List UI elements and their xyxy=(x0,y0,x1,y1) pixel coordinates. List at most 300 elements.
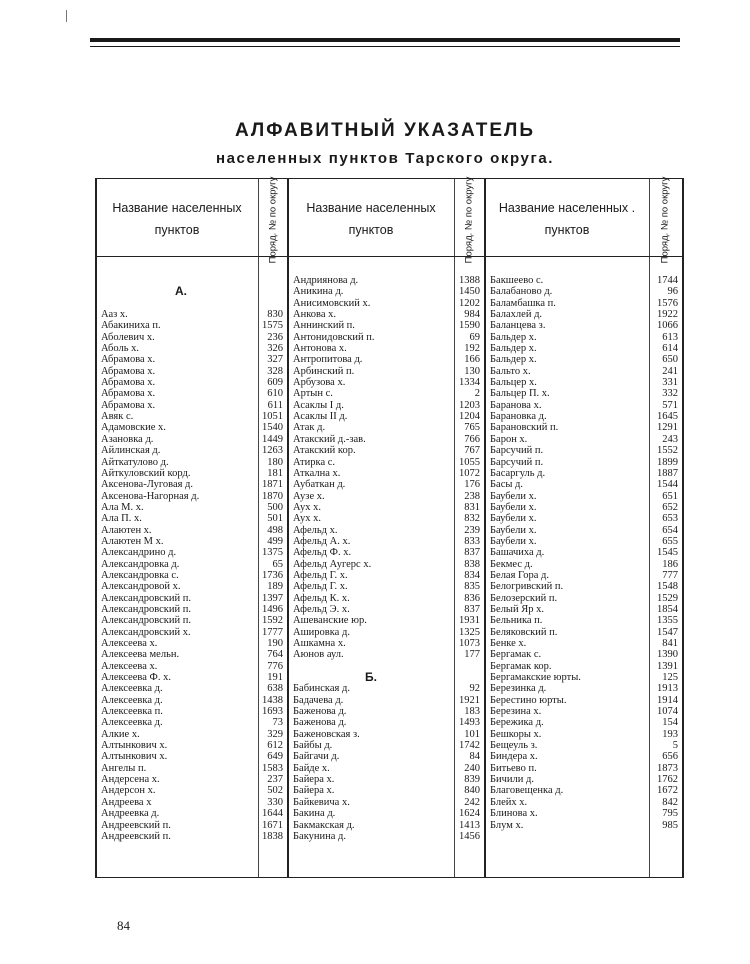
index-entry xyxy=(95,320,285,331)
index-entry xyxy=(287,366,482,377)
entry-name: Александровка с. xyxy=(101,569,179,581)
entry-number: 649 xyxy=(267,751,283,763)
entry-number: 1583 xyxy=(262,762,283,774)
entry-name: Баланцева з. xyxy=(490,320,546,332)
entry-name: Бакунина д. xyxy=(293,830,347,842)
entry-name: Абрамова х. xyxy=(101,365,156,377)
index-entry xyxy=(95,706,285,717)
entry-name: Александровка д. xyxy=(101,558,180,570)
index-entry xyxy=(287,649,482,660)
entry-number: 1899 xyxy=(657,456,678,468)
index-entry xyxy=(95,559,285,570)
index-entry xyxy=(287,683,482,694)
index-entry xyxy=(484,320,680,331)
index-entry xyxy=(287,717,482,728)
entry-number: 1066 xyxy=(657,320,678,332)
header-name-3: Название населенных . пунктов xyxy=(498,201,636,237)
entry-name: Ашеванские юр. xyxy=(293,615,367,627)
entry-number: 835 xyxy=(464,581,480,593)
entry-name: Алтынкович х. xyxy=(101,740,168,752)
entry-name: Байера х. xyxy=(293,785,335,797)
index-entry xyxy=(287,751,482,762)
entry-number: 1575 xyxy=(262,320,283,332)
entry-number: 1355 xyxy=(657,615,678,627)
entry-number: 332 xyxy=(662,388,678,400)
entry-number: 1871 xyxy=(262,479,283,491)
index-entry xyxy=(484,774,680,785)
entry-number: 125 xyxy=(662,672,678,684)
entry-name: Бакшеево с. xyxy=(490,275,544,286)
entry-name: Аболь х. xyxy=(101,343,140,355)
entry-name: Ааз х. xyxy=(101,309,128,321)
index-entry xyxy=(484,593,680,604)
index-entry xyxy=(95,627,285,638)
entry-name: Бальдер х. xyxy=(490,354,537,366)
entry-name: Баубели х. xyxy=(490,501,537,513)
entry-name: Благовещенка д. xyxy=(490,785,564,797)
entry-name: Антонидовский п. xyxy=(293,331,375,343)
entry-name: Александровский х. xyxy=(101,626,191,638)
index-entry xyxy=(95,751,285,762)
entry-name: Бабинская д. xyxy=(293,683,350,695)
entry-name: Баженовская з. xyxy=(293,728,360,740)
entry-name: Блум х. xyxy=(490,819,524,831)
header-separator xyxy=(95,256,684,257)
index-entry xyxy=(95,604,285,615)
index-entry xyxy=(484,729,680,740)
entry-name: Барановка д. xyxy=(490,411,547,423)
entry-name: Березина х. xyxy=(490,706,542,718)
entry-name: Андреевский п. xyxy=(101,819,171,831)
entry-number: 1291 xyxy=(657,422,678,434)
index-entry xyxy=(95,593,285,604)
entry-name: Алексеевка д. xyxy=(101,717,163,729)
entry-name: Басаргуль д. xyxy=(490,467,546,479)
index-entry xyxy=(484,695,680,706)
index-entry xyxy=(484,343,680,354)
entry-name: Ала М. х. xyxy=(101,501,144,513)
entry-name: Андерсон х. xyxy=(101,785,156,797)
index-entry xyxy=(484,275,680,286)
index-entry xyxy=(95,695,285,706)
entry-number: 1204 xyxy=(459,411,480,423)
index-entry xyxy=(95,275,285,286)
entry-name: Бальдер х. xyxy=(490,331,537,343)
entry-name: Атирка с. xyxy=(293,456,336,468)
entry-name: Алексеева мельн. xyxy=(101,649,180,661)
entry-name: Баубели х. xyxy=(490,535,537,547)
entry-number: 651 xyxy=(662,490,678,502)
index-entry xyxy=(484,717,680,728)
index-entry xyxy=(95,457,285,468)
entry-name: Алексеевка д. xyxy=(101,683,163,695)
index-entry xyxy=(95,366,285,377)
entry-name: Бальто х. xyxy=(490,365,531,377)
entry-name: Артын с. xyxy=(293,388,333,400)
entry-number: 654 xyxy=(662,524,678,536)
entry-number: 1203 xyxy=(459,399,480,411)
entry-name: Антропитова д. xyxy=(293,354,363,366)
index-entry xyxy=(95,581,285,592)
entry-name: Андреева х xyxy=(101,796,152,808)
entry-number: 1672 xyxy=(657,785,678,797)
entry-number: 331 xyxy=(662,377,678,389)
index-entry xyxy=(95,445,285,456)
entry-name: Баубели х. xyxy=(490,524,537,536)
entry-number: 189 xyxy=(267,581,283,593)
entry-name: Асаклы I д. xyxy=(293,399,344,411)
index-entry xyxy=(287,638,482,649)
entry-name: Аюнов аул. xyxy=(293,649,344,661)
index-entry xyxy=(95,434,285,445)
entry-number: 238 xyxy=(464,490,480,502)
index-entry xyxy=(287,525,482,536)
entry-number: 1645 xyxy=(657,411,678,423)
entry-number: 839 xyxy=(464,774,480,786)
header-number-3: Поряд. № по округу xyxy=(659,176,671,264)
index-entry xyxy=(484,388,680,399)
entry-number: 1744 xyxy=(657,275,678,286)
entry-number: 1671 xyxy=(262,819,283,831)
entry-name: Алтынкович х. xyxy=(101,751,168,763)
index-entry xyxy=(95,615,285,626)
entry-number: 1544 xyxy=(657,479,678,491)
index-entry xyxy=(287,422,482,433)
entry-number: 1072 xyxy=(459,467,480,479)
index-entry xyxy=(287,581,482,592)
index-entry xyxy=(484,468,680,479)
index-entry xyxy=(287,706,482,717)
entry-name: Айлинская д. xyxy=(101,445,161,457)
entry-number: 1390 xyxy=(657,649,678,661)
entry-number: 1074 xyxy=(657,706,678,718)
index-entry xyxy=(484,763,680,774)
index-entry xyxy=(95,332,285,343)
index-entry xyxy=(287,547,482,558)
entry-name: Асаклы II д. xyxy=(293,411,348,423)
entry-name: Байера х. xyxy=(293,774,335,786)
entry-number: 652 xyxy=(662,501,678,513)
header-name-2: Название населенных пунктов xyxy=(306,201,436,237)
entry-name: Алексеевка п. xyxy=(101,706,163,718)
index-entry xyxy=(484,661,680,672)
entry-name: Б. xyxy=(365,670,377,685)
entry-number: 130 xyxy=(464,365,480,377)
entry-number: 193 xyxy=(662,728,678,740)
entry-name: Аникина д. xyxy=(293,286,344,298)
entry-name: Бергамакские юрты. xyxy=(490,672,581,684)
entry-number: 611 xyxy=(267,399,283,411)
entry-name: Азановка д. xyxy=(101,433,154,445)
index-entry xyxy=(287,468,482,479)
entry-number: 239 xyxy=(464,524,480,536)
entry-number: 1540 xyxy=(262,422,283,434)
entry-name: Байде х. xyxy=(293,762,330,774)
entry-number: 1438 xyxy=(262,694,283,706)
index-entry xyxy=(287,434,482,445)
entry-name: Битьево п. xyxy=(490,762,537,774)
entry-number: 166 xyxy=(464,354,480,366)
entry-name: Башачиха д. xyxy=(490,547,545,559)
index-entry xyxy=(95,411,285,422)
letter-heading xyxy=(287,672,482,683)
entry-number: 767 xyxy=(464,445,480,457)
index-entry xyxy=(484,286,680,297)
entry-number: 1456 xyxy=(459,830,480,842)
entry-number: 1263 xyxy=(262,445,283,457)
index-entry xyxy=(287,729,482,740)
entry-name: Адамовские х. xyxy=(101,422,166,434)
entry-name: Афельд Ф. х. xyxy=(293,547,352,559)
entry-number: 1870 xyxy=(262,490,283,502)
entry-name: Алкие х. xyxy=(101,728,140,740)
entry-name: Аксенова-Луговая д. xyxy=(101,479,194,491)
index-entry xyxy=(287,502,482,513)
entry-name: Андерсена х. xyxy=(101,774,160,786)
entry-name: Айткуловский корд. xyxy=(101,467,191,479)
entry-name: Баубели х. xyxy=(490,490,537,502)
entry-name: Бещеуль з. xyxy=(490,740,538,752)
entry-name: Айткатулово д. xyxy=(101,456,169,468)
entry-name: Байкевича х. xyxy=(293,796,350,808)
entry-name: Бальцер х. xyxy=(490,377,537,389)
entry-number: 650 xyxy=(662,354,678,366)
index-entry xyxy=(484,298,680,309)
index-entry xyxy=(484,366,680,377)
entry-name: Аух х. xyxy=(293,501,322,513)
entry-number: 836 xyxy=(464,592,480,604)
entry-name: Бешкоры х. xyxy=(490,728,542,740)
entry-number: 1644 xyxy=(262,808,283,820)
index-entry xyxy=(287,286,482,297)
index-entry xyxy=(484,400,680,411)
index-table xyxy=(95,178,684,878)
entry-number: 154 xyxy=(662,717,678,729)
index-entry xyxy=(484,377,680,388)
entry-name: Абрамова х. xyxy=(101,377,156,389)
index-entry xyxy=(95,649,285,660)
entry-number: 1397 xyxy=(262,592,283,604)
index-entry xyxy=(287,559,482,570)
entry-number: 571 xyxy=(662,399,678,411)
entry-number: 1073 xyxy=(459,638,480,649)
entry-name: Анисимовский х. xyxy=(293,297,371,309)
index-entry xyxy=(95,831,285,842)
entries-column-3 xyxy=(484,275,680,831)
entry-name: Бакмакская д. xyxy=(293,819,355,831)
entry-number: 1496 xyxy=(262,603,283,615)
index-entry xyxy=(484,457,680,468)
entry-name: Александрино д. xyxy=(101,547,177,559)
entry-number: 1742 xyxy=(459,740,480,752)
entry-number: 1413 xyxy=(459,819,480,831)
entry-number: 5 xyxy=(672,740,678,752)
entry-name: Берестино юрты. xyxy=(490,694,567,706)
entry-name: Атакский д.-зав. xyxy=(293,433,366,445)
entry-name: Бергамак кор. xyxy=(490,660,552,672)
entry-name: Баженова д. xyxy=(293,706,347,718)
entry-number: 176 xyxy=(464,479,480,491)
index-entry xyxy=(95,525,285,536)
index-entry xyxy=(95,638,285,649)
entry-number: 84 xyxy=(469,751,480,763)
entry-number: 191 xyxy=(267,672,283,684)
entry-number: 656 xyxy=(662,751,678,763)
entry-name: Аксенова-Нагорная д. xyxy=(101,490,200,502)
entry-name: Аткална х. xyxy=(293,467,341,479)
entry-number: 327 xyxy=(267,354,283,366)
entry-number: 190 xyxy=(267,638,283,649)
entry-number: 841 xyxy=(662,638,678,649)
index-entry xyxy=(95,661,285,672)
top-rule-thin xyxy=(90,46,680,47)
entry-number: 1914 xyxy=(657,694,678,706)
entry-name: Бенке х. xyxy=(490,638,527,649)
entry-number: 186 xyxy=(662,558,678,570)
entry-number: 241 xyxy=(662,365,678,377)
entry-number: 765 xyxy=(464,422,480,434)
index-entry xyxy=(484,332,680,343)
entry-number: 833 xyxy=(464,535,480,547)
index-entry xyxy=(484,785,680,796)
entry-name: Бальдер х. xyxy=(490,343,537,355)
index-entry xyxy=(484,479,680,490)
entry-number: 614 xyxy=(662,343,678,355)
entry-name: Арбинский п. xyxy=(293,365,355,377)
entry-number: 1529 xyxy=(657,592,678,604)
entry-name: Белогривский п. xyxy=(490,581,564,593)
entry-name: Баженова д. xyxy=(293,717,347,729)
entry-number: 764 xyxy=(267,649,283,661)
entry-name: Барсучий п. xyxy=(490,456,544,468)
entry-number: 498 xyxy=(267,524,283,536)
entry-name: Афельд Г. х. xyxy=(293,581,348,593)
index-entry xyxy=(484,797,680,808)
entry-name: Андреевка д. xyxy=(101,808,160,820)
index-entry xyxy=(484,536,680,547)
index-entry xyxy=(287,797,482,808)
index-entry xyxy=(484,547,680,558)
entry-name: Биндера х. xyxy=(490,751,538,763)
entry-name: Аух х. xyxy=(293,513,322,525)
entry-number: 1388 xyxy=(459,275,480,286)
entry-name: Балахлей д. xyxy=(490,309,543,321)
index-entry xyxy=(287,785,482,796)
entry-name: Бальцер П. х. xyxy=(490,388,550,400)
entry-name: Бакина д. xyxy=(293,808,336,820)
index-entry xyxy=(287,570,482,581)
entry-number: 1576 xyxy=(657,297,678,309)
entry-number: 240 xyxy=(464,762,480,774)
index-entry xyxy=(95,491,285,502)
index-entry xyxy=(287,536,482,547)
entry-number: 840 xyxy=(464,785,480,797)
entry-number: 653 xyxy=(662,513,678,525)
entry-name: Белая Гора д. xyxy=(490,569,549,581)
entry-name: Баранова х. xyxy=(490,399,542,411)
index-entry xyxy=(484,683,680,694)
entry-number: 1548 xyxy=(657,581,678,593)
entry-name: Аннинский п. xyxy=(293,320,355,332)
entry-name: Барон х. xyxy=(490,433,528,445)
entry-number: 1777 xyxy=(262,626,283,638)
index-entry xyxy=(95,547,285,558)
page-subtitle: населенных пунктов Тарского округа. xyxy=(215,150,555,167)
entry-number: 1922 xyxy=(657,309,678,321)
entry-name: Березинка д. xyxy=(490,683,547,695)
entry-number: 499 xyxy=(267,535,283,547)
index-entry xyxy=(484,615,680,626)
index-entry xyxy=(95,570,285,581)
entry-number: 500 xyxy=(267,501,283,513)
index-entry xyxy=(287,740,482,751)
entry-name: Балабаново д. xyxy=(490,286,553,298)
entry-name: Алексеева х. xyxy=(101,660,158,672)
index-entry xyxy=(95,479,285,490)
entry-number: 328 xyxy=(267,365,283,377)
entry-name: Блинова х. xyxy=(490,808,538,820)
entry-name: Андреевский п. xyxy=(101,830,171,842)
entry-number: 1202 xyxy=(459,297,480,309)
index-entry xyxy=(287,309,482,320)
index-entry xyxy=(287,332,482,343)
entries-column-1 xyxy=(95,275,285,842)
index-entry xyxy=(95,740,285,751)
entry-name: Алексеевка д. xyxy=(101,694,163,706)
entry-number: 831 xyxy=(464,501,480,513)
entry-number: 838 xyxy=(464,558,480,570)
top-rule-thick xyxy=(90,38,680,42)
scan-mark xyxy=(66,10,67,22)
entry-name: Атак д. xyxy=(293,422,326,434)
entry-name: Абрамова х. xyxy=(101,354,156,366)
index-entry xyxy=(484,502,680,513)
index-entry xyxy=(287,320,482,331)
index-entry xyxy=(95,785,285,796)
index-entry xyxy=(484,751,680,762)
index-entry xyxy=(287,275,482,286)
entry-name: Алексеева х. xyxy=(101,638,158,649)
index-entry xyxy=(484,740,680,751)
entry-number: 1838 xyxy=(262,830,283,842)
entry-number: 1736 xyxy=(262,569,283,581)
index-entry xyxy=(484,445,680,456)
entry-name: Бельника п. xyxy=(490,615,543,627)
entry-name: Баубели х. xyxy=(490,513,537,525)
index-entry xyxy=(95,298,285,309)
index-entry xyxy=(287,457,482,468)
entry-number: 1552 xyxy=(657,445,678,457)
entry-name: Белый Яр х. xyxy=(490,603,544,615)
index-entry xyxy=(287,763,482,774)
entry-number: 236 xyxy=(267,331,283,343)
entry-number: 638 xyxy=(267,683,283,695)
entry-number: 192 xyxy=(464,343,480,355)
entry-number: 1624 xyxy=(459,808,480,820)
letter-heading xyxy=(95,286,285,297)
index-entry xyxy=(95,808,285,819)
entry-number: 1450 xyxy=(459,286,480,298)
entry-name: Афельд Э. х. xyxy=(293,603,350,615)
entry-number: 766 xyxy=(464,433,480,445)
index-entry xyxy=(484,354,680,365)
entry-name: Абакиниха п. xyxy=(101,320,161,332)
entry-number: 1887 xyxy=(657,467,678,479)
entry-number: 1592 xyxy=(262,615,283,627)
entry-number: 1391 xyxy=(657,660,678,672)
entry-name: Алаютен М х. xyxy=(101,535,164,547)
index-entry xyxy=(287,615,482,626)
